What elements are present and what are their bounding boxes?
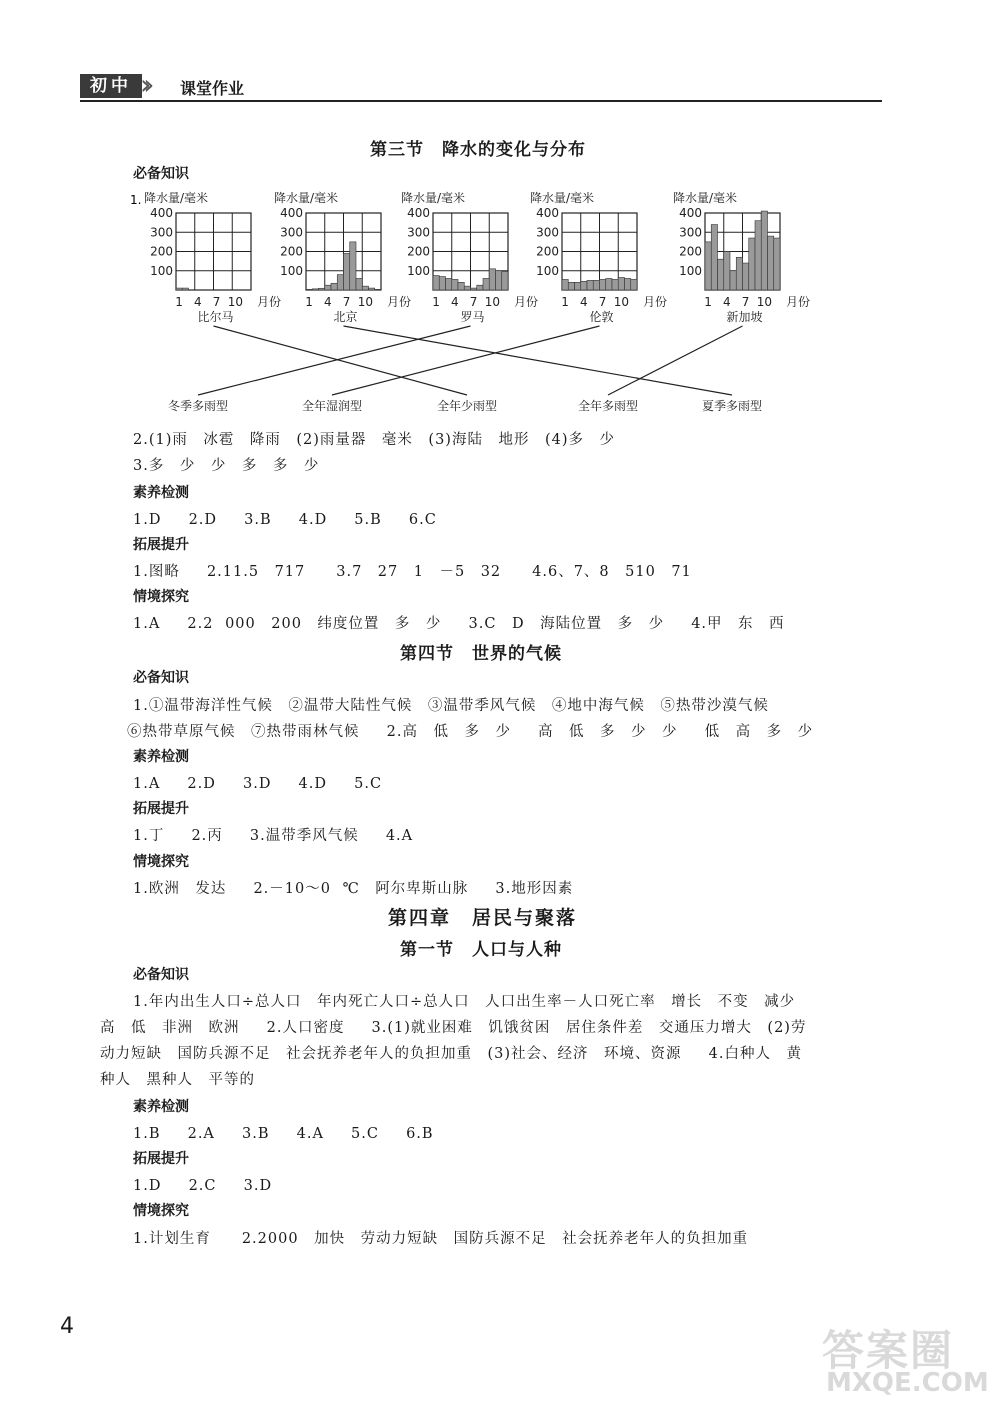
x-tick-label: 1 bbox=[561, 295, 569, 309]
matching-line bbox=[332, 326, 600, 395]
answer-line: 1.年内出生人口÷总人口 年内死亡人口÷总人口 人口出生率－人口死亡率 增长 不变 减少 bbox=[133, 994, 796, 1010]
y-tick-label: 100 bbox=[407, 263, 430, 278]
bar bbox=[375, 289, 381, 290]
bar bbox=[446, 278, 452, 290]
subheading: 素养检测 bbox=[133, 749, 189, 765]
climate-type-label: 全年多雨型 bbox=[577, 399, 639, 413]
y-axis-label: 降水量/毫米 bbox=[144, 191, 209, 205]
bar bbox=[612, 279, 618, 290]
y-tick-label: 100 bbox=[280, 263, 303, 278]
bar bbox=[433, 276, 439, 290]
subheading: 情境探究 bbox=[133, 1203, 189, 1219]
section-title: 第三节 降水的变化与分布 bbox=[370, 140, 586, 160]
answer-line: 1.欧洲 发达 2.－10～0 ℃ 阿尔卑斯山脉 3.地形因素 bbox=[133, 881, 574, 897]
bar bbox=[306, 289, 312, 290]
bar bbox=[483, 278, 489, 290]
x-axis-label: 月份 bbox=[786, 295, 811, 309]
x-tick-label: 10 bbox=[756, 295, 773, 309]
matching-line bbox=[344, 326, 733, 395]
y-tick-label: 100 bbox=[536, 263, 559, 278]
bar bbox=[369, 288, 375, 290]
bar bbox=[337, 275, 343, 290]
x-tick-label: 10 bbox=[613, 295, 630, 309]
watermark-logo: 答案圈 bbox=[822, 1326, 955, 1375]
subheading: 情境探究 bbox=[133, 854, 189, 870]
y-tick-label: 100 bbox=[150, 263, 173, 278]
y-tick-label: 300 bbox=[679, 225, 702, 240]
x-tick-label: 10 bbox=[227, 295, 244, 309]
bar bbox=[362, 286, 368, 290]
x-tick-label: 10 bbox=[357, 295, 374, 309]
bar bbox=[575, 282, 581, 290]
y-tick-label: 200 bbox=[150, 244, 173, 259]
x-tick-label: 7 bbox=[598, 295, 607, 309]
chevron-icon: ›› bbox=[140, 68, 147, 101]
x-axis-label: 月份 bbox=[643, 295, 668, 309]
bar bbox=[581, 281, 587, 290]
bar bbox=[606, 278, 612, 290]
answer-line: 1.A 2.D 3.D 4.D 5.C bbox=[133, 776, 383, 792]
city-label: 新加坡 bbox=[726, 310, 763, 324]
bar bbox=[312, 289, 318, 290]
y-tick-label: 300 bbox=[407, 225, 430, 240]
grade-badge: 初中 bbox=[80, 74, 142, 98]
answer-line: 种人 黑种人 平等的 bbox=[100, 1072, 255, 1088]
city-label: 罗马 bbox=[460, 310, 485, 324]
x-tick-label: 4 bbox=[194, 295, 202, 309]
precipitation-charts bbox=[120, 185, 940, 415]
x-tick-label: 4 bbox=[580, 295, 588, 309]
bar bbox=[755, 221, 761, 290]
bar bbox=[743, 263, 749, 290]
bar bbox=[774, 238, 780, 290]
bar bbox=[502, 272, 508, 290]
bar bbox=[319, 288, 325, 290]
y-axis-label: 降水量/毫米 bbox=[274, 191, 339, 205]
y-tick-label: 200 bbox=[679, 244, 702, 259]
bar bbox=[600, 279, 606, 290]
y-axis-label: 降水量/毫米 bbox=[401, 191, 466, 205]
answer-line: 1.图略 2.11.5 717 3.7 27 1 －5 32 4.6、7、8 510 71 bbox=[133, 564, 692, 580]
y-tick-label: 300 bbox=[150, 225, 173, 240]
climate-type-label: 全年少雨型 bbox=[436, 399, 498, 413]
subheading: 必备知识 bbox=[133, 670, 189, 686]
y-axis-label: 降水量/毫米 bbox=[530, 191, 595, 205]
subheading: 必备知识 bbox=[133, 967, 189, 983]
x-axis-label: 月份 bbox=[387, 295, 412, 309]
bar bbox=[618, 277, 624, 290]
city-label: 北京 bbox=[333, 310, 358, 324]
chapter-title: 第四章 居民与聚落 bbox=[388, 907, 578, 929]
climate-type-label: 全年湿润型 bbox=[301, 399, 363, 413]
bar bbox=[568, 282, 574, 290]
bar bbox=[331, 283, 337, 290]
answer-line: 1.D 2.C 3.D bbox=[133, 1178, 273, 1194]
subheading: 拓展提升 bbox=[133, 1151, 189, 1167]
y-tick-label: 200 bbox=[280, 244, 303, 259]
city-label: 比尔马 bbox=[197, 310, 234, 324]
bar bbox=[344, 253, 350, 290]
answer-line: 1.B 2.A 3.B 4.A 5.C 6.B bbox=[133, 1126, 434, 1142]
y-tick-label: 200 bbox=[536, 244, 559, 259]
series-title: 课堂作业 bbox=[180, 79, 245, 98]
bar bbox=[768, 236, 774, 290]
subheading: 情境探究 bbox=[133, 589, 189, 605]
bar bbox=[496, 271, 502, 290]
section-title: 第一节 人口与人种 bbox=[400, 940, 562, 960]
y-axis-label: 降水量/毫米 bbox=[673, 191, 738, 205]
bar bbox=[631, 279, 637, 290]
section-title: 第四节 世界的气候 bbox=[400, 644, 562, 664]
y-tick-label: 100 bbox=[679, 263, 702, 278]
bar bbox=[749, 238, 755, 290]
subheading: 素养检测 bbox=[133, 1099, 189, 1115]
y-tick-label: 400 bbox=[536, 206, 559, 220]
y-tick-label: 400 bbox=[280, 206, 303, 220]
bar bbox=[439, 277, 445, 290]
x-tick-label: 4 bbox=[451, 295, 459, 309]
x-tick-label: 7 bbox=[212, 295, 221, 309]
answer-line: 动力短缺 国防兵源不足 社会抚养老年人的负担加重 (3)社会、经济 环境、资源 4.白种人 黄 bbox=[100, 1046, 802, 1062]
x-axis-label: 月份 bbox=[257, 295, 282, 309]
bar bbox=[562, 279, 568, 290]
bar bbox=[452, 279, 458, 290]
question-number: 1. bbox=[130, 193, 142, 207]
x-tick-label: 1 bbox=[305, 295, 313, 309]
bar bbox=[705, 242, 711, 290]
x-tick-label: 1 bbox=[704, 295, 712, 309]
bar bbox=[176, 288, 182, 290]
answer-line: 1.丁 2.丙 3.温带季风气候 4.A bbox=[133, 828, 414, 844]
subheading: 拓展提升 bbox=[133, 801, 189, 817]
answer-line: 1.①温带海洋性气候 ②温带大陆性气候 ③温带季风气候 ④地中海气候 ⑤热带沙漠气候 bbox=[133, 698, 769, 714]
y-tick-label: 400 bbox=[150, 206, 173, 220]
subheading: 必备知识 bbox=[133, 166, 189, 182]
bar bbox=[182, 288, 188, 290]
page-number: 4 bbox=[60, 1314, 74, 1339]
x-tick-label: 4 bbox=[723, 295, 731, 309]
page-header bbox=[80, 68, 882, 102]
bar bbox=[587, 280, 593, 290]
bar bbox=[325, 285, 331, 290]
subheading: 拓展提升 bbox=[133, 537, 189, 553]
watermark-url: MXQE.COM bbox=[826, 1368, 989, 1398]
y-tick-label: 400 bbox=[679, 206, 702, 220]
subheading: 素养检测 bbox=[133, 485, 189, 501]
y-tick-label: 200 bbox=[407, 244, 430, 259]
bar bbox=[593, 280, 599, 290]
bar bbox=[477, 285, 483, 290]
x-tick-label: 7 bbox=[741, 295, 750, 309]
x-tick-label: 7 bbox=[342, 295, 351, 309]
answer-line: 1.A 2.2 000 200 纬度位置 多 少 3.C D 海陆位置 多 少 4.甲 东 西 bbox=[133, 616, 785, 632]
bar bbox=[464, 286, 470, 290]
x-tick-label: 4 bbox=[324, 295, 332, 309]
city-label: 伦敦 bbox=[589, 310, 614, 324]
x-tick-label: 10 bbox=[484, 295, 501, 309]
x-tick-label: 1 bbox=[432, 295, 440, 309]
answer-line: ⑥热带草原气候 ⑦热带雨林气候 2.高 低 多 少 高 低 多 少 少 低 高 多 少 bbox=[127, 724, 814, 740]
y-tick-label: 400 bbox=[407, 206, 430, 220]
bar bbox=[724, 252, 730, 291]
answer-line: 2.(1)雨 冰雹 降雨 (2)雨量器 毫米 (3)海陆 地形 (4)多 少 bbox=[133, 432, 615, 448]
climate-type-label: 冬季多雨型 bbox=[167, 399, 229, 413]
y-tick-label: 300 bbox=[536, 225, 559, 240]
bar bbox=[356, 278, 362, 290]
x-axis-label: 月份 bbox=[514, 295, 539, 309]
bar bbox=[458, 282, 464, 290]
answer-line: 高 低 非洲 欧洲 2.人口密度 3.(1)就业困难 饥饿贫困 居住条件差 交通压力增大 (2)劳 bbox=[100, 1020, 807, 1036]
x-tick-label: 7 bbox=[469, 295, 478, 309]
bar bbox=[736, 257, 742, 290]
bar bbox=[730, 271, 736, 290]
answer-line: 3.多 少 少 多 多 少 bbox=[133, 458, 320, 474]
bar bbox=[471, 288, 477, 290]
bar bbox=[625, 278, 631, 290]
climate-type-label: 夏季多雨型 bbox=[701, 399, 763, 413]
bar bbox=[761, 211, 767, 290]
bar bbox=[489, 269, 495, 290]
bar bbox=[711, 225, 717, 290]
bar bbox=[350, 242, 356, 290]
x-tick-label: 1 bbox=[175, 295, 183, 309]
y-tick-label: 300 bbox=[280, 225, 303, 240]
answer-line: 1.计划生育 2.2000 加快 劳动力短缺 国防兵源不足 社会抚养老年人的负担加重 bbox=[133, 1231, 749, 1247]
bar bbox=[718, 259, 724, 290]
answer-line: 1.D 2.D 3.B 4.D 5.B 6.C bbox=[133, 512, 437, 528]
